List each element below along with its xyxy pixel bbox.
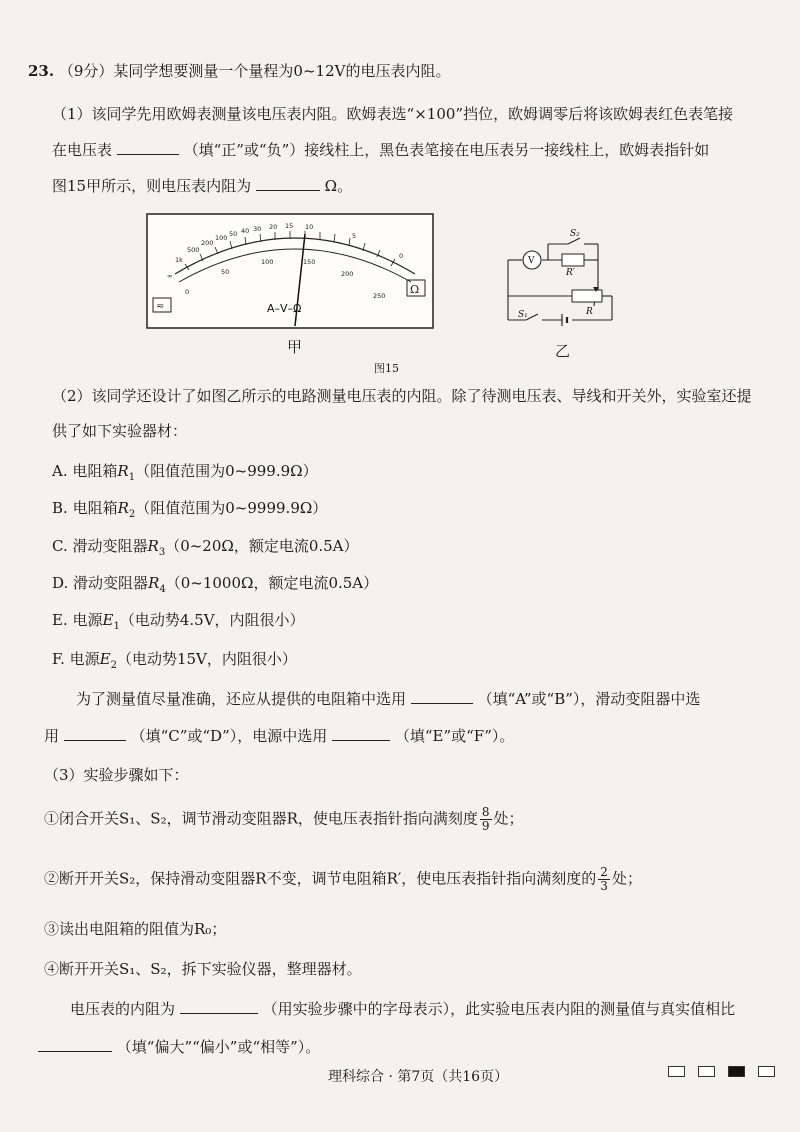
meter-scale-200: 200	[201, 239, 214, 247]
meter-ohm-symbol: Ω	[410, 283, 420, 296]
page-footer: 理科综合 · 第7页（共16页）	[328, 1069, 509, 1085]
step1: ①闭合开关S₁、S₂，调节滑动变阻器R，使电压表指针指向满刻度 $\frac{8}{9}$ 处；	[44, 805, 524, 833]
fraction-eight-ninths: $\frac{8}{9}$	[481, 805, 490, 833]
caption-left: 甲	[287, 338, 303, 356]
resistance-box-symbol	[562, 254, 584, 266]
circuit-label-s1: S₁	[518, 310, 528, 320]
meter-scale-20: 20	[269, 223, 278, 231]
rheostat-symbol	[572, 290, 602, 302]
footer-mark	[698, 1066, 715, 1077]
meter-dc-symbol: ≂	[156, 301, 165, 312]
meter-lower-0: 0	[185, 288, 190, 296]
option-e: E. 电源$E_1$（电动势4.5V，内阻很小）	[52, 611, 305, 632]
part1-line2: 在电压表 （填“正”或“负”）接线柱上，黑色表笔接在电压表另一接线柱上，欧姆表指针如	[52, 138, 709, 161]
part1-line1: （1）该同学先用欧姆表测量该电压表内阻。欧姆表选“×100”挡位，欧姆调零后将该欧姆表红色表笔接	[52, 105, 734, 123]
footer-mark	[668, 1066, 685, 1077]
meter-scale-40: 40	[241, 227, 250, 235]
ohmmeter-figure	[145, 212, 435, 330]
answer-blank-resistance-box[interactable]	[411, 687, 473, 704]
part2-choose-line2: 用 （填“C”或“D”），电源中选用 （填“E”或“F”）。	[44, 724, 514, 747]
answer-blank-internal-resistance[interactable]	[180, 997, 258, 1014]
option-d: D. 滑动变阻器$R_4(0\sim 1000\Omega$，额定电流0.5A）	[52, 574, 379, 595]
meter-scale-500: 500	[187, 246, 200, 254]
meter-lower-150: 150	[303, 258, 316, 266]
answer-blank-resistance[interactable]	[256, 174, 320, 191]
meter-scale-inf: ∞	[167, 272, 173, 280]
option-f: F. 电源$E_2$（电动势15V，内阻很小）	[52, 650, 297, 671]
figure-caption: 图15	[374, 362, 399, 375]
footer-marks	[668, 1066, 775, 1077]
meter-scale-0: 0	[399, 252, 404, 260]
fraction-two-thirds: $\frac{2}{3}$	[600, 865, 608, 893]
circuit-figure	[500, 222, 625, 332]
option-c: C. 滑动变阻器$R_3(0\sim 20\Omega$，额定电流0.5A）	[52, 537, 359, 558]
answer-blank-rheostat[interactable]	[64, 724, 126, 741]
result-line2: （填“偏大”“偏小”或“相等”）。	[38, 1035, 320, 1058]
meter-lower-50: 50	[221, 268, 230, 276]
meter-lower-100: 100	[261, 258, 274, 266]
option-a: A. 电阻箱$R_1$（阻值范围为0~999.9Ω）	[52, 462, 318, 483]
circuit-label-v: V	[528, 256, 535, 266]
meter-lower-200: 200	[341, 270, 354, 278]
meter-scale-5: 5	[352, 232, 357, 240]
circuit-label-r: R	[586, 307, 593, 317]
question-stem: 23. （9分）某同学想要测量一个量程为0~12V的电压表内阻。	[28, 62, 451, 80]
caption-right: 乙	[555, 342, 571, 360]
part3-title: （3）实验步骤如下：	[44, 766, 189, 784]
meter-scale-10: 10	[305, 223, 314, 231]
meter-label: A–V–Ω	[267, 302, 302, 315]
meter-scale-100: 100	[215, 234, 228, 242]
step3: ③读出电阻箱的阻值为R₀；	[44, 920, 227, 938]
footer-mark-filled	[728, 1066, 745, 1077]
part2-choose-line: 为了测量值尽量准确，还应从提供的电阻箱中选用 （填“A”或“B”），滑动变阻器中选	[76, 687, 700, 710]
meter-scale-1k: 1k	[175, 256, 183, 264]
part2-line1: （2）该同学还设计了如图乙所示的电路测量电压表的内阻。除了待测电压表、导线和开关外，实验室还提	[52, 387, 752, 405]
meter-lower-250: 250	[373, 292, 386, 300]
part2-line2: 供了如下实验器材：	[52, 422, 188, 440]
meter-scale-50: 50	[229, 230, 238, 238]
answer-blank-power[interactable]	[332, 724, 390, 741]
circuit-label-s2: S₂	[570, 229, 580, 239]
meter-scale-30: 30	[253, 225, 262, 233]
footer-mark	[758, 1066, 775, 1077]
result-line: 电压表的内阻为 （用实验步骤中的字母表示），此实验电压表内阻的测量值与真实值相比	[70, 997, 735, 1020]
answer-blank-comparison[interactable]	[38, 1035, 112, 1052]
answer-blank-terminal[interactable]	[117, 138, 179, 155]
meter-scale-15: 15	[285, 222, 294, 230]
step2: ②断开开关S₂，保持滑动变阻器R不变，调节电阻箱R′，使电压表指针指向满刻度的 $\frac{2}{3}$ 处；	[44, 865, 642, 893]
question-number: 23.	[28, 62, 55, 80]
option-b: B. 电阻箱$R_2$（阻值范围为0~9999.9Ω）	[52, 499, 328, 520]
step4: ④断开开关S₁、S₂，拆下实验仪器，整理器材。	[44, 960, 362, 978]
part1-line3: 图15甲所示，则电压表内阻为 Ω。	[52, 174, 352, 197]
circuit-label-rprime: R′	[566, 268, 575, 278]
